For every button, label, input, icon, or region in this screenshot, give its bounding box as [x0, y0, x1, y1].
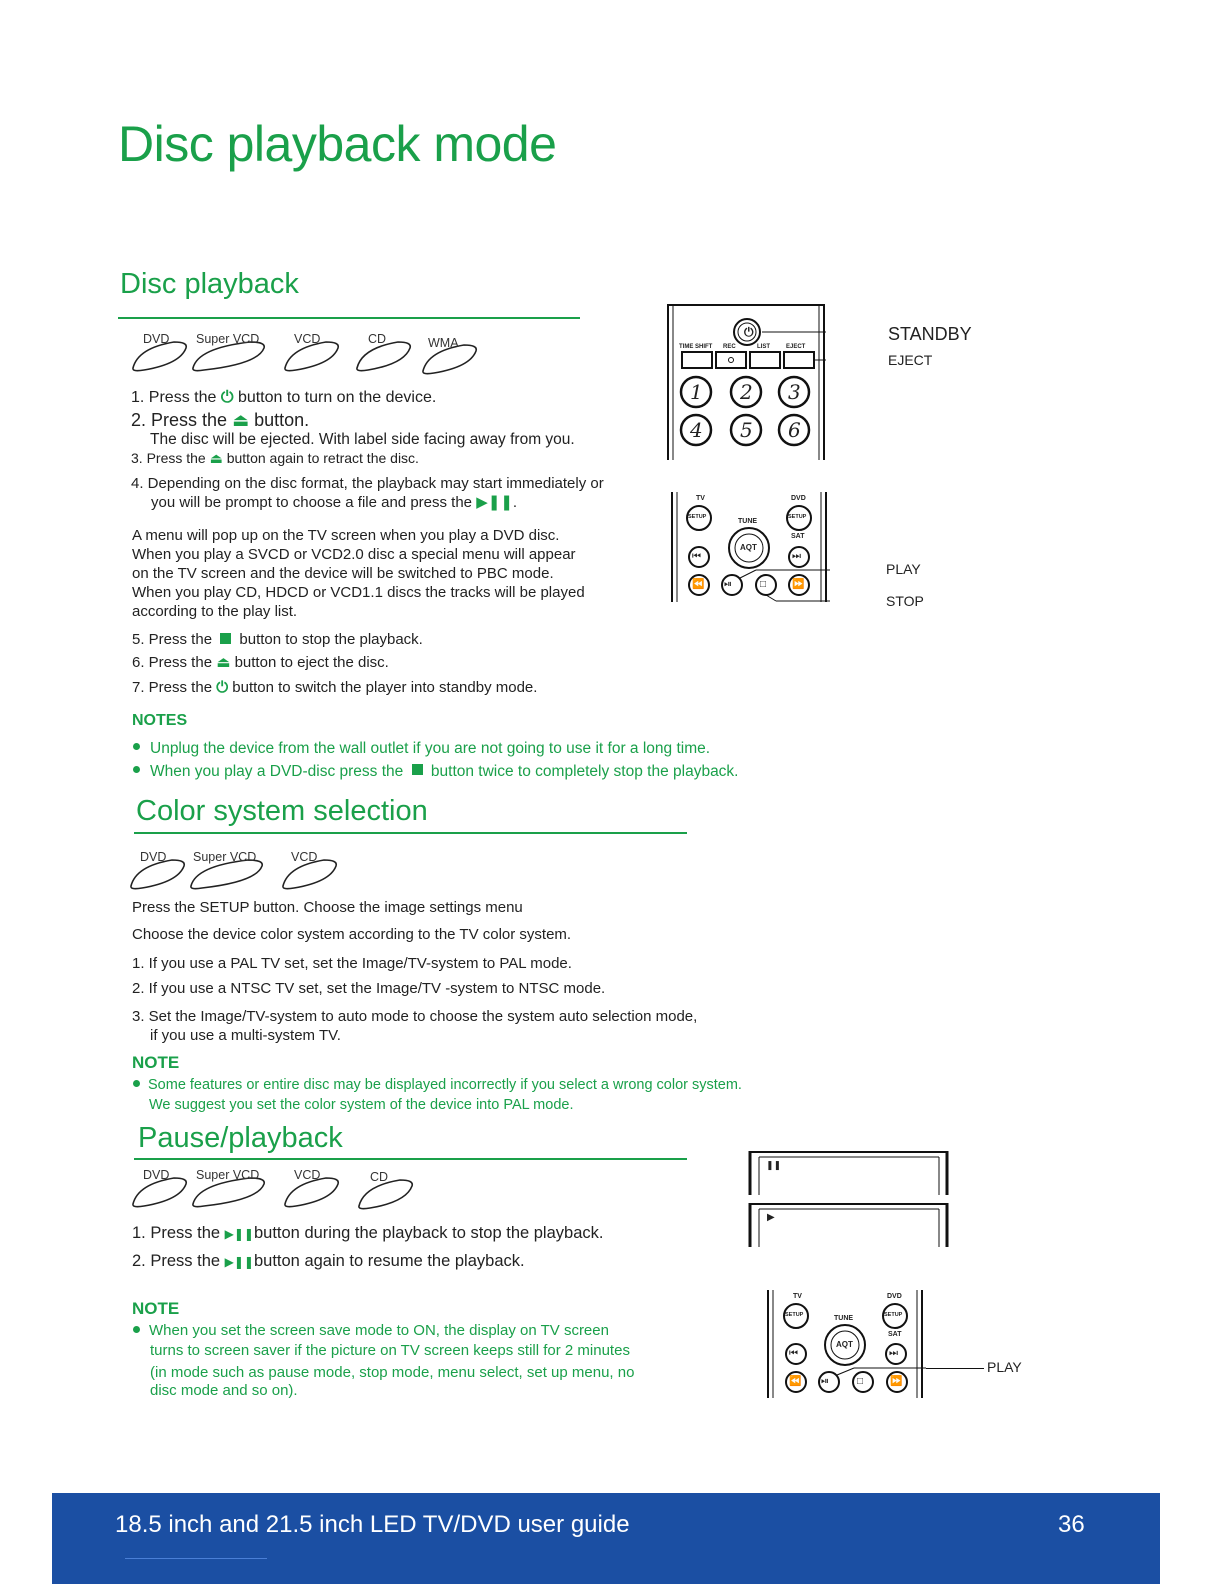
disc-logo-super-vcd: Super VCD	[188, 330, 268, 377]
disc-logo-wma: WMA	[420, 333, 480, 380]
disc-logo-vcd: VCD	[282, 1166, 342, 1213]
power-icon: ⏻	[216, 679, 229, 696]
step-2-sub: The disc will be ejected. With label side facing away from you.	[150, 431, 575, 448]
bullet-icon	[133, 1326, 140, 1333]
step-4-line2: you will be prompt to choose a file and press the ▶❚❚.	[151, 494, 518, 511]
power-icon: ⏻	[220, 389, 234, 406]
note-item: When you play a DVD-disc press the button twice to completely stop the playback.	[133, 762, 739, 782]
menu-paragraph: A menu will pop up on the TV screen when you play a DVD disc. When you play a SVCD or VCD2.0 disc a special menu will appear on the TV screen and the device will be switched to PBC mode. When you play CD, HDCD or VCD1.1 discs the tracks will be played according to the play list.	[132, 527, 585, 620]
screen-frame	[748, 1151, 949, 1195]
note-item: Some features or entire disc may be displayed incorrectly if you select a wrong color system.	[133, 1075, 742, 1095]
previous-icon: ⏮	[789, 1348, 798, 1359]
step-4-line1: 4. Depending on the disc format, the playback may start immediately or	[131, 475, 604, 492]
fast-forward-icon: ⏩	[792, 579, 805, 590]
callout-standby: STANDBY	[888, 324, 972, 344]
play-pause-icon: ▶❚❚	[224, 1255, 254, 1269]
stop-icon: □	[760, 579, 767, 590]
note-item: When you set the screen save mode to ON, the display on TV screen	[133, 1321, 609, 1341]
section-rule	[118, 317, 580, 319]
eject-icon: ⏏	[216, 654, 231, 671]
bullet-icon	[133, 743, 140, 750]
play-pause-icon: ⏯	[724, 579, 732, 590]
pause-icon: ❚❚	[766, 1160, 782, 1170]
callout-play: PLAY	[886, 561, 921, 577]
rewind-icon: ⏪	[789, 1376, 802, 1387]
note-item-cont: disc mode and so on).	[150, 1382, 298, 1399]
digit-button: 4	[690, 418, 703, 442]
screen-play-display	[748, 1203, 949, 1247]
digit-button: 6	[788, 418, 801, 442]
note-item-cont: We suggest you set the color system of the device into PAL mode.	[149, 1097, 574, 1113]
footer-underline	[125, 1558, 267, 1559]
note-heading: NOTE	[132, 1299, 180, 1318]
screen-frame	[748, 1203, 949, 1247]
play-pause-icon: ▶❚❚	[476, 494, 513, 511]
digit-button: 3	[788, 380, 801, 404]
note-item: Unplug the device from the wall outlet if you are not going to use it for a long time.	[133, 739, 710, 759]
step-3: 3. Press the ⏏ button again to retract the disc.	[131, 450, 419, 466]
callout-play: PLAY	[987, 1359, 1022, 1375]
next-icon: ⏭	[889, 1348, 898, 1359]
screen-pause-display	[748, 1151, 949, 1195]
section-heading-disc-playback: Disc playback	[120, 268, 299, 300]
disc-logo-dvd: DVD	[128, 848, 188, 895]
section-rule	[134, 832, 687, 834]
play-pause-icon: ⏯	[821, 1376, 829, 1387]
stop-icon	[220, 633, 231, 644]
note-heading: NOTE	[132, 1053, 180, 1072]
next-icon: ⏭	[792, 551, 801, 562]
eject-icon: ⏏	[232, 410, 250, 430]
disc-logo-dvd: DVD	[130, 1166, 190, 1213]
page-number: 36	[1058, 1511, 1085, 1538]
play-icon: ▶	[767, 1212, 775, 1223]
stop-icon: □	[857, 1376, 864, 1387]
digit-button: 5	[740, 418, 753, 442]
section-heading-pause-playback: Pause/playback	[138, 1122, 343, 1154]
digit-button: 1	[690, 380, 703, 404]
color-line: 1. If you use a PAL TV set, set the Image/TV-system to PAL mode.	[132, 955, 572, 972]
section-heading-color-system: Color system selection	[136, 795, 428, 827]
remote-mid-illustration: TV DVD TUNE SAT SETUP SETUP AQT ⏮ ⏭ ⏪ ⏯ □ ⏩	[670, 492, 830, 604]
step-1: 1. Press the ⏻ button to turn on the device.	[131, 389, 437, 406]
page-title: Disc playback mode	[118, 116, 557, 172]
eject-icon: ⏏	[209, 450, 223, 466]
footer-title: 18.5 inch and 21.5 inch LED TV/DVD user guide	[115, 1511, 630, 1538]
note-item-cont: (in mode such as pause mode, stop mode, menu select, set up menu, no	[150, 1364, 635, 1381]
callout-line	[926, 1368, 984, 1369]
disc-logo-cd: CD	[354, 330, 414, 377]
color-line: 2. If you use a NTSC TV set, set the Image/TV -system to NTSC mode.	[132, 980, 606, 997]
standby-button-icon: ⏻	[744, 325, 754, 339]
bullet-icon	[133, 1080, 140, 1087]
digit-button: 2	[740, 380, 753, 404]
color-line: Press the SETUP button. Choose the image settings menu	[132, 899, 523, 916]
note-item-cont: turns to screen saver if the picture on TV screen keeps still for 2 minutes	[150, 1342, 630, 1359]
play-pause-icon: ▶❚❚	[224, 1227, 254, 1241]
disc-logo-super-vcd: Super VCD	[188, 1166, 268, 1213]
disc-logo-vcd: VCD	[282, 330, 342, 377]
callout-eject: EJECT	[888, 352, 933, 368]
step-6: 6. Press the ⏏ button to eject the disc.	[132, 654, 389, 671]
rewind-icon: ⏪	[692, 579, 705, 590]
previous-icon: ⏮	[692, 551, 701, 562]
pause-step-1: 1. Press the ▶❚❚button during the playback to stop the playback.	[132, 1224, 604, 1242]
remote-top-illustration: ⏻ TIME SHIFT REC LIST EJECT 1 2 3 4 5 6	[666, 304, 826, 460]
fast-forward-icon: ⏩	[890, 1376, 903, 1387]
stop-icon	[412, 764, 423, 775]
color-line: Choose the device color system according to the TV color system.	[132, 926, 572, 943]
disc-logo-cd: CD	[356, 1168, 416, 1215]
callout-stop: STOP	[886, 593, 924, 609]
bullet-icon	[133, 766, 140, 773]
disc-logo-vcd: VCD	[280, 848, 340, 895]
step-5: 5. Press the button to stop the playback.	[132, 631, 423, 648]
remote-bottom-illustration: TV DVD TUNE SAT SETUP SETUP AQT ⏮ ⏭ ⏪ ⏯ □ ⏩	[766, 1290, 926, 1400]
step-7: 7. Press the ⏻ button to switch the player into standby mode.	[132, 679, 538, 696]
pause-step-2: 2. Press the ▶❚❚button again to resume the playback.	[132, 1252, 525, 1270]
disc-logo-super-vcd: Super VCD	[186, 848, 266, 895]
disc-logo-dvd: DVD	[130, 330, 190, 377]
color-line: if you use a multi-system TV.	[150, 1027, 341, 1044]
notes-heading: NOTES	[132, 712, 188, 729]
color-line: 3. Set the Image/TV-system to auto mode to choose the system auto selection mode,	[132, 1008, 698, 1025]
step-2: 2. Press the ⏏ button.	[131, 410, 310, 430]
section-rule	[134, 1158, 687, 1160]
